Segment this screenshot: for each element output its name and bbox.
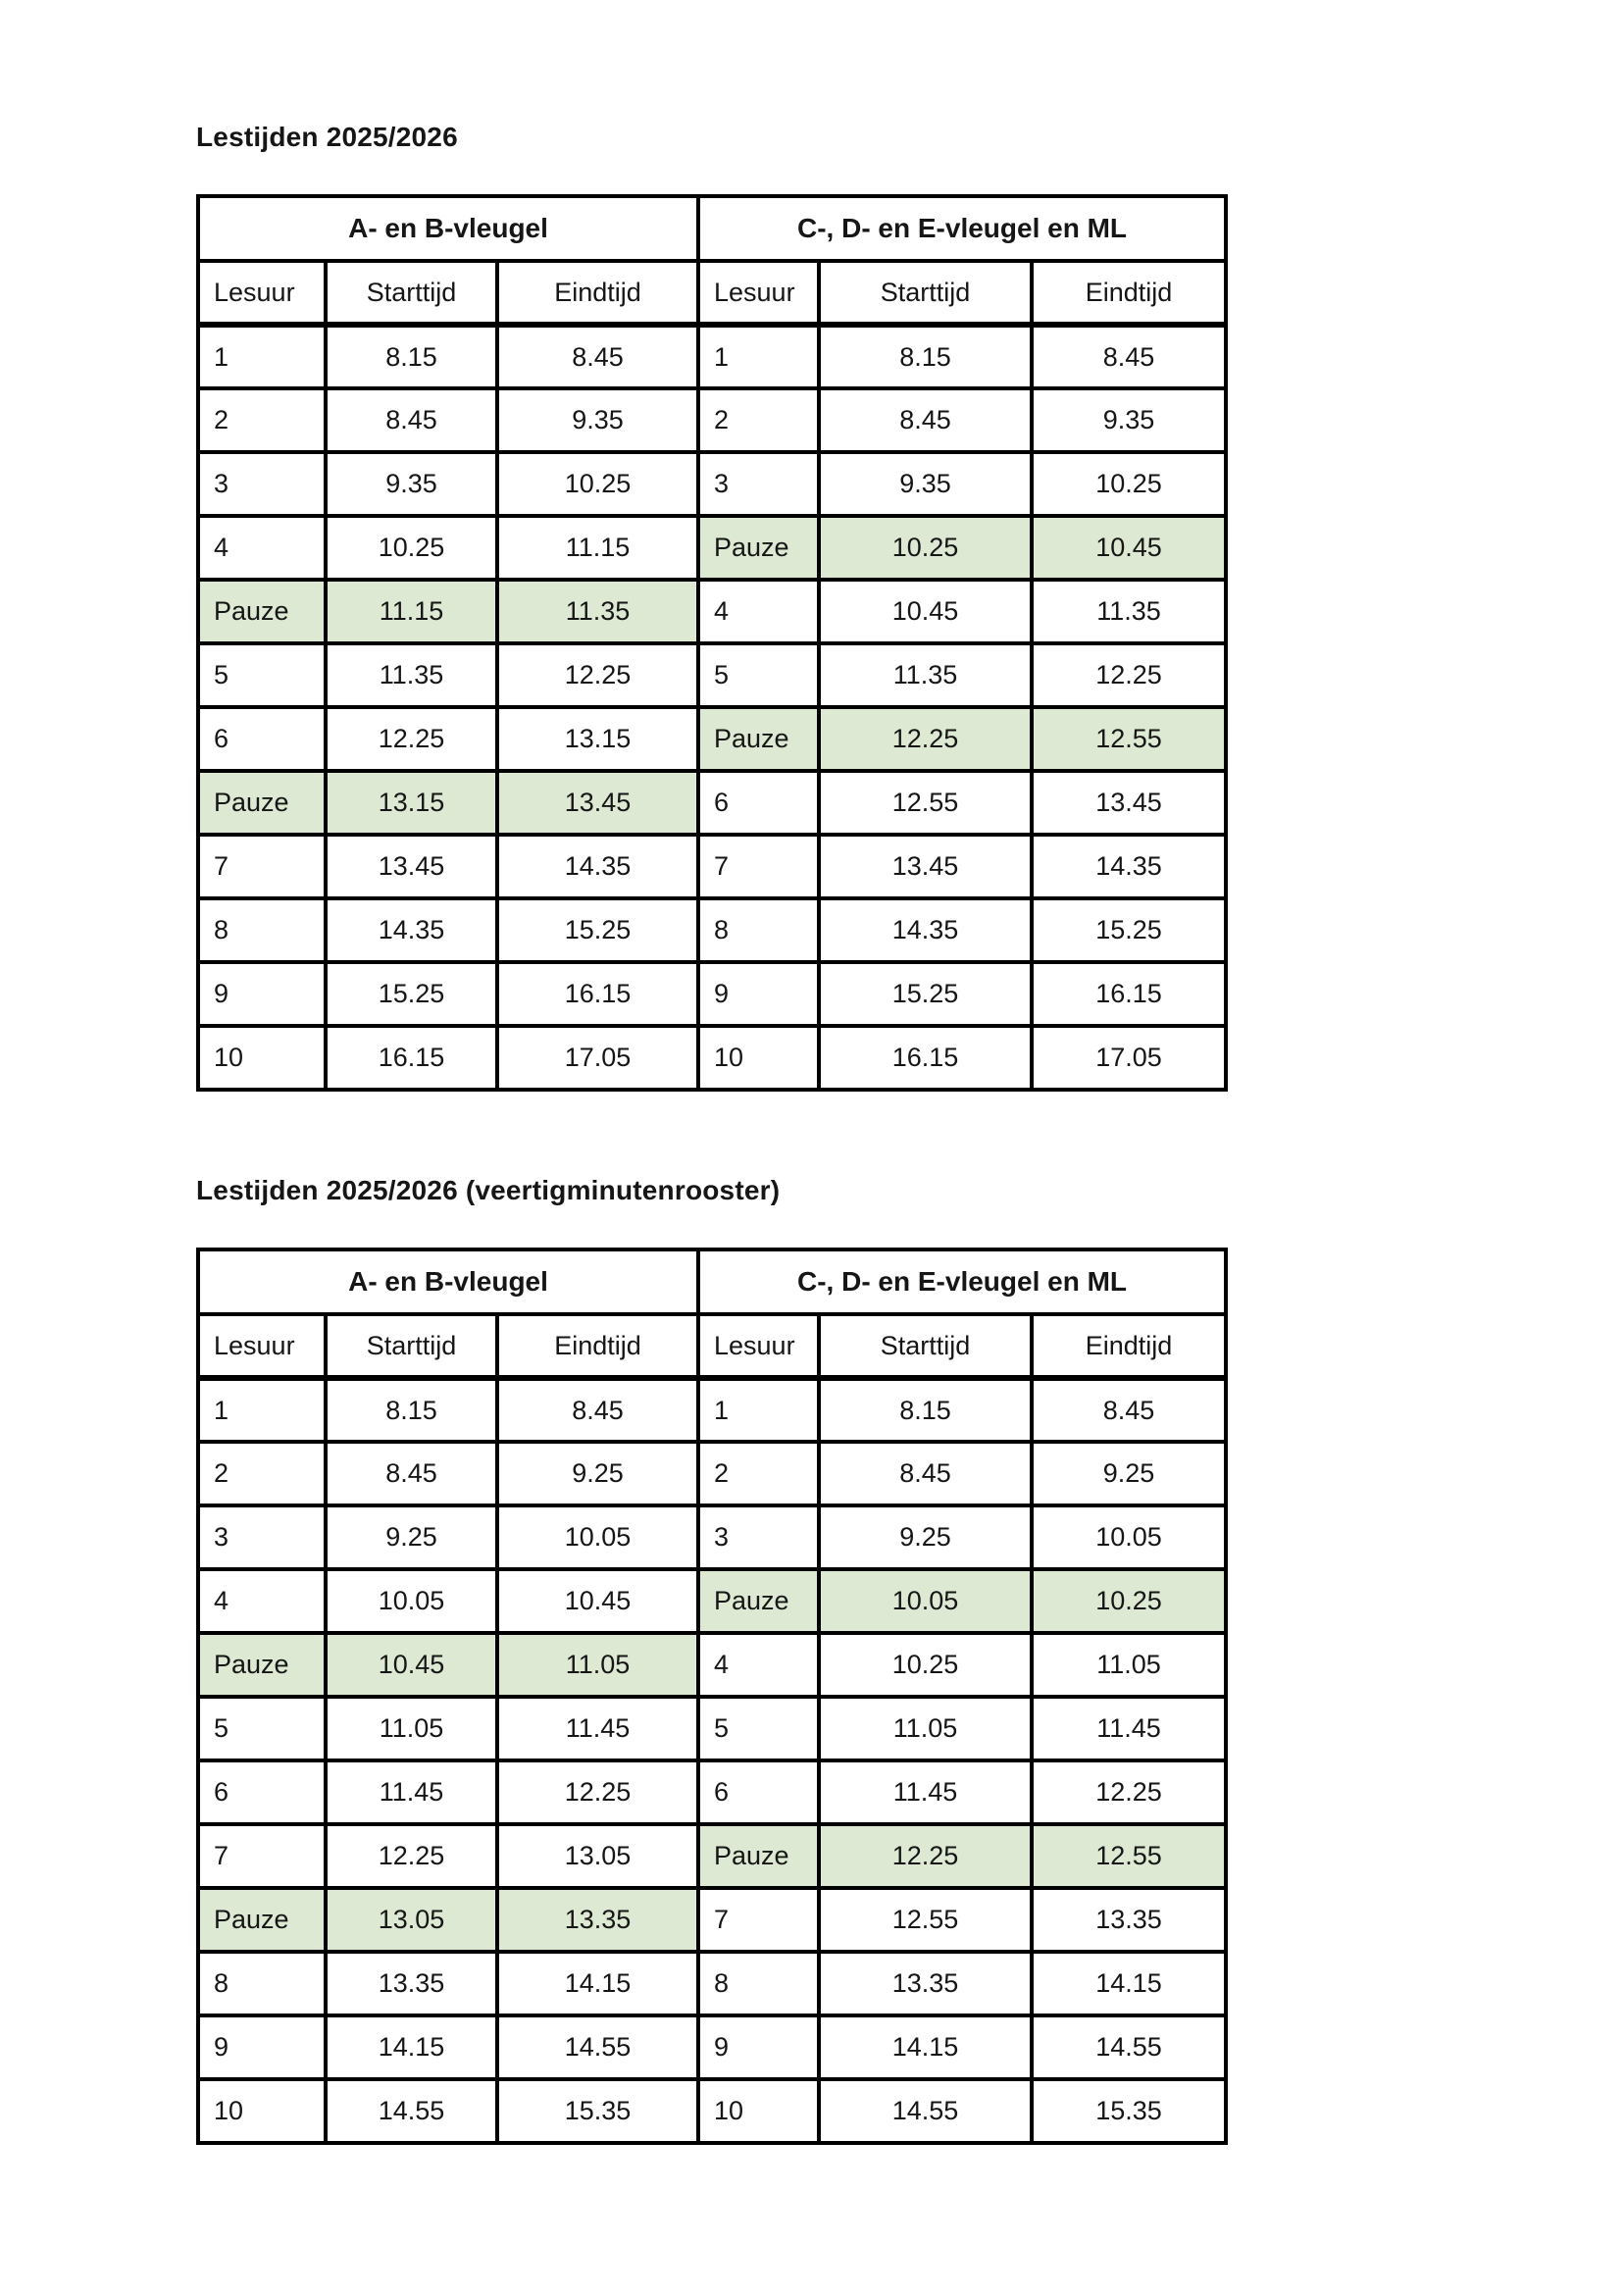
starttijd-cell-pauze: 13.15 bbox=[326, 771, 497, 835]
eindtijd-cell: 14.15 bbox=[1032, 1952, 1226, 2015]
column-header-starttijd: Starttijd bbox=[326, 261, 497, 325]
starttijd-cell: 14.15 bbox=[326, 2015, 497, 2079]
starttijd-cell: 9.35 bbox=[326, 452, 497, 516]
lesuur-cell: 10 bbox=[198, 1026, 326, 1090]
table-row bbox=[198, 452, 1226, 516]
eindtijd-cell: 10.25 bbox=[1032, 452, 1226, 516]
starttijd-cell: 8.45 bbox=[326, 1442, 497, 1505]
table-row bbox=[198, 707, 1226, 771]
lesuur-cell: 2 bbox=[698, 1442, 819, 1505]
lesuur-cell-pauze: Pauze bbox=[198, 771, 326, 835]
lesuur-cell: 5 bbox=[198, 1697, 326, 1760]
lesuur-cell-pauze: Pauze bbox=[198, 1888, 326, 1952]
schedule-title-regular: Lestijden 2025/2026 bbox=[196, 122, 458, 152]
starttijd-cell: 11.45 bbox=[819, 1760, 1032, 1824]
lesuur-cell: 4 bbox=[698, 1633, 819, 1697]
lesuur-cell: 5 bbox=[698, 1697, 819, 1760]
starttijd-cell: 14.15 bbox=[819, 2015, 1032, 2079]
lesuur-cell: 4 bbox=[198, 516, 326, 580]
lesuur-cell: 7 bbox=[698, 835, 819, 898]
column-header-eindtijd: Eindtijd bbox=[1032, 1314, 1226, 1378]
column-header-row bbox=[198, 261, 1226, 325]
lesuur-cell: 2 bbox=[198, 388, 326, 452]
eindtijd-cell-pauze: 12.55 bbox=[1032, 1824, 1226, 1888]
column-header-lesuur: Lesuur bbox=[698, 261, 819, 325]
eindtijd-cell: 13.35 bbox=[1032, 1888, 1226, 1952]
schedule-table-body bbox=[198, 1378, 1226, 2143]
lesuur-cell: 9 bbox=[198, 962, 326, 1026]
starttijd-cell-pauze: 10.25 bbox=[819, 516, 1032, 580]
table-row bbox=[198, 388, 1226, 452]
starttijd-cell: 11.35 bbox=[326, 643, 497, 707]
eindtijd-cell: 11.45 bbox=[1032, 1697, 1226, 1760]
column-header-starttijd: Starttijd bbox=[819, 1314, 1032, 1378]
eindtijd-cell: 13.45 bbox=[1032, 771, 1226, 835]
starttijd-cell: 15.25 bbox=[819, 962, 1032, 1026]
starttijd-cell: 15.25 bbox=[326, 962, 497, 1026]
eindtijd-cell: 11.15 bbox=[497, 516, 698, 580]
wing-header-cde-ml: C-, D- en E-vleugel en ML bbox=[698, 196, 1226, 261]
lesuur-cell: 8 bbox=[698, 1952, 819, 2015]
eindtijd-cell: 9.25 bbox=[1032, 1442, 1226, 1505]
eindtijd-cell: 16.15 bbox=[1032, 962, 1226, 1026]
starttijd-cell: 12.55 bbox=[819, 771, 1032, 835]
eindtijd-cell: 9.25 bbox=[497, 1442, 698, 1505]
wing-header-ab: A- en B-vleugel bbox=[198, 196, 698, 261]
table-row bbox=[198, 1952, 1226, 2015]
starttijd-cell-pauze: 10.45 bbox=[326, 1633, 497, 1697]
eindtijd-cell: 8.45 bbox=[497, 1378, 698, 1442]
eindtijd-cell: 13.05 bbox=[497, 1824, 698, 1888]
schedule-table-forty-minute bbox=[196, 1248, 1228, 2145]
lesuur-cell: 3 bbox=[198, 1505, 326, 1569]
lesuur-cell: 3 bbox=[198, 452, 326, 516]
table-row bbox=[198, 1569, 1226, 1633]
lesuur-cell: 6 bbox=[198, 1760, 326, 1824]
eindtijd-cell: 15.25 bbox=[497, 898, 698, 962]
lesuur-cell: 9 bbox=[698, 2015, 819, 2079]
starttijd-cell-pauze: 13.05 bbox=[326, 1888, 497, 1952]
starttijd-cell: 11.35 bbox=[819, 643, 1032, 707]
column-header-lesuur: Lesuur bbox=[198, 1314, 326, 1378]
eindtijd-cell: 10.25 bbox=[497, 452, 698, 516]
eindtijd-cell-pauze: 13.45 bbox=[497, 771, 698, 835]
eindtijd-cell: 13.15 bbox=[497, 707, 698, 771]
eindtijd-cell: 12.25 bbox=[1032, 1760, 1226, 1824]
starttijd-cell: 10.25 bbox=[326, 516, 497, 580]
lesuur-cell: 5 bbox=[198, 643, 326, 707]
table-row bbox=[198, 962, 1226, 1026]
lesuur-cell: 1 bbox=[198, 325, 326, 388]
starttijd-cell: 8.45 bbox=[819, 388, 1032, 452]
eindtijd-cell: 10.05 bbox=[497, 1505, 698, 1569]
eindtijd-cell: 14.35 bbox=[1032, 835, 1226, 898]
table-row bbox=[198, 580, 1226, 643]
eindtijd-cell: 15.35 bbox=[1032, 2079, 1226, 2143]
column-header-eindtijd: Eindtijd bbox=[497, 261, 698, 325]
starttijd-cell-pauze: 10.05 bbox=[819, 1569, 1032, 1633]
eindtijd-cell-pauze: 11.35 bbox=[497, 580, 698, 643]
eindtijd-cell: 11.45 bbox=[497, 1697, 698, 1760]
eindtijd-cell: 15.35 bbox=[497, 2079, 698, 2143]
table-row bbox=[198, 1633, 1226, 1697]
starttijd-cell: 13.35 bbox=[819, 1952, 1032, 2015]
column-header-starttijd: Starttijd bbox=[819, 261, 1032, 325]
table-row bbox=[198, 2079, 1226, 2143]
eindtijd-cell: 14.15 bbox=[497, 1952, 698, 2015]
wing-header-cde-ml: C-, D- en E-vleugel en ML bbox=[698, 1249, 1226, 1314]
starttijd-cell: 14.35 bbox=[326, 898, 497, 962]
lesuur-cell: 7 bbox=[198, 835, 326, 898]
starttijd-cell: 10.25 bbox=[819, 1633, 1032, 1697]
lesuur-cell: 2 bbox=[198, 1442, 326, 1505]
starttijd-cell: 11.05 bbox=[819, 1697, 1032, 1760]
schedule-title-forty-minute: Lestijden 2025/2026 (veertigminutenrooster) bbox=[196, 1175, 781, 1205]
starttijd-cell-pauze: 11.15 bbox=[326, 580, 497, 643]
lesuur-cell: 1 bbox=[698, 325, 819, 388]
table-row bbox=[198, 835, 1226, 898]
starttijd-cell: 13.35 bbox=[326, 1952, 497, 2015]
eindtijd-cell: 12.25 bbox=[1032, 643, 1226, 707]
lesuur-cell: 8 bbox=[198, 1952, 326, 2015]
eindtijd-cell: 10.05 bbox=[1032, 1505, 1226, 1569]
table-row bbox=[198, 516, 1226, 580]
lesuur-cell: 9 bbox=[198, 2015, 326, 2079]
table-row bbox=[198, 643, 1226, 707]
lesuur-cell-pauze: Pauze bbox=[198, 1633, 326, 1697]
starttijd-cell: 10.45 bbox=[819, 580, 1032, 643]
starttijd-cell: 8.15 bbox=[326, 325, 497, 388]
eindtijd-cell: 8.45 bbox=[497, 325, 698, 388]
lesuur-cell: 3 bbox=[698, 452, 819, 516]
table-row bbox=[198, 898, 1226, 962]
eindtijd-cell: 12.25 bbox=[497, 1760, 698, 1824]
eindtijd-cell: 9.35 bbox=[1032, 388, 1226, 452]
table-row bbox=[198, 1378, 1226, 1442]
schedule-section-regular bbox=[196, 121, 1624, 1092]
starttijd-cell: 14.55 bbox=[819, 2079, 1032, 2143]
schedule-section-forty-minute bbox=[196, 1174, 1624, 2145]
starttijd-cell: 9.25 bbox=[326, 1505, 497, 1569]
lesuur-cell: 8 bbox=[698, 898, 819, 962]
eindtijd-cell: 11.35 bbox=[1032, 580, 1226, 643]
table-row bbox=[198, 1026, 1226, 1090]
wing-header-row bbox=[198, 1249, 1226, 1314]
lesuur-cell: 1 bbox=[698, 1378, 819, 1442]
lesuur-cell-pauze: Pauze bbox=[198, 580, 326, 643]
starttijd-cell: 8.15 bbox=[819, 325, 1032, 388]
starttijd-cell: 11.45 bbox=[326, 1760, 497, 1824]
schedule-table-regular bbox=[196, 194, 1228, 1092]
starttijd-cell: 9.35 bbox=[819, 452, 1032, 516]
lesuur-cell: 8 bbox=[198, 898, 326, 962]
starttijd-cell: 11.05 bbox=[326, 1697, 497, 1760]
table-row bbox=[198, 771, 1226, 835]
starttijd-cell-pauze: 12.25 bbox=[819, 1824, 1032, 1888]
column-header-row bbox=[198, 1314, 1226, 1378]
table-row bbox=[198, 1824, 1226, 1888]
lesuur-cell: 1 bbox=[198, 1378, 326, 1442]
eindtijd-cell: 17.05 bbox=[497, 1026, 698, 1090]
starttijd-cell: 14.55 bbox=[326, 2079, 497, 2143]
table-row bbox=[198, 325, 1226, 388]
lesuur-cell: 5 bbox=[698, 643, 819, 707]
column-header-eindtijd: Eindtijd bbox=[1032, 261, 1226, 325]
starttijd-cell: 12.25 bbox=[326, 1824, 497, 1888]
eindtijd-cell: 8.45 bbox=[1032, 325, 1226, 388]
wing-header-ab: A- en B-vleugel bbox=[198, 1249, 698, 1314]
column-header-lesuur: Lesuur bbox=[198, 261, 326, 325]
starttijd-cell: 8.45 bbox=[326, 388, 497, 452]
starttijd-cell: 14.35 bbox=[819, 898, 1032, 962]
lesuur-cell: 6 bbox=[698, 771, 819, 835]
eindtijd-cell: 14.35 bbox=[497, 835, 698, 898]
starttijd-cell: 9.25 bbox=[819, 1505, 1032, 1569]
starttijd-cell: 16.15 bbox=[326, 1026, 497, 1090]
eindtijd-cell: 10.45 bbox=[497, 1569, 698, 1633]
table-row bbox=[198, 2015, 1226, 2079]
eindtijd-cell: 17.05 bbox=[1032, 1026, 1226, 1090]
eindtijd-cell-pauze: 13.35 bbox=[497, 1888, 698, 1952]
eindtijd-cell: 11.05 bbox=[1032, 1633, 1226, 1697]
starttijd-cell: 13.45 bbox=[819, 835, 1032, 898]
lesuur-cell-pauze: Pauze bbox=[698, 1569, 819, 1633]
eindtijd-cell: 12.25 bbox=[497, 643, 698, 707]
lesuur-cell-pauze: Pauze bbox=[698, 707, 819, 771]
wing-header-row bbox=[198, 196, 1226, 261]
starttijd-cell: 16.15 bbox=[819, 1026, 1032, 1090]
eindtijd-cell: 9.35 bbox=[497, 388, 698, 452]
starttijd-cell: 13.45 bbox=[326, 835, 497, 898]
lesuur-cell: 7 bbox=[198, 1824, 326, 1888]
lesuur-cell: 9 bbox=[698, 962, 819, 1026]
starttijd-cell: 12.25 bbox=[326, 707, 497, 771]
starttijd-cell: 10.05 bbox=[326, 1569, 497, 1633]
lesuur-cell-pauze: Pauze bbox=[698, 516, 819, 580]
eindtijd-cell-pauze: 10.45 bbox=[1032, 516, 1226, 580]
table-row bbox=[198, 1442, 1226, 1505]
eindtijd-cell-pauze: 11.05 bbox=[497, 1633, 698, 1697]
column-header-starttijd: Starttijd bbox=[326, 1314, 497, 1378]
lesuur-cell: 10 bbox=[698, 2079, 819, 2143]
lesuur-cell-pauze: Pauze bbox=[698, 1824, 819, 1888]
table-row bbox=[198, 1697, 1226, 1760]
lesuur-cell: 6 bbox=[698, 1760, 819, 1824]
starttijd-cell: 8.45 bbox=[819, 1442, 1032, 1505]
eindtijd-cell-pauze: 12.55 bbox=[1032, 707, 1226, 771]
column-header-lesuur: Lesuur bbox=[698, 1314, 819, 1378]
lesuur-cell: 3 bbox=[698, 1505, 819, 1569]
lesuur-cell: 10 bbox=[698, 1026, 819, 1090]
lesuur-cell: 4 bbox=[698, 580, 819, 643]
table-row bbox=[198, 1505, 1226, 1569]
eindtijd-cell: 8.45 bbox=[1032, 1378, 1226, 1442]
eindtijd-cell: 15.25 bbox=[1032, 898, 1226, 962]
starttijd-cell: 8.15 bbox=[326, 1378, 497, 1442]
eindtijd-cell: 14.55 bbox=[1032, 2015, 1226, 2079]
lesuur-cell: 10 bbox=[198, 2079, 326, 2143]
lesuur-cell: 7 bbox=[698, 1888, 819, 1952]
table-row bbox=[198, 1888, 1226, 1952]
lesuur-cell: 2 bbox=[698, 388, 819, 452]
column-header-eindtijd: Eindtijd bbox=[497, 1314, 698, 1378]
eindtijd-cell-pauze: 10.25 bbox=[1032, 1569, 1226, 1633]
starttijd-cell-pauze: 12.25 bbox=[819, 707, 1032, 771]
eindtijd-cell: 16.15 bbox=[497, 962, 698, 1026]
starttijd-cell: 12.55 bbox=[819, 1888, 1032, 1952]
starttijd-cell: 8.15 bbox=[819, 1378, 1032, 1442]
schedule-table-body bbox=[198, 325, 1226, 1090]
eindtijd-cell: 14.55 bbox=[497, 2015, 698, 2079]
lesuur-cell: 4 bbox=[198, 1569, 326, 1633]
lesuur-cell: 6 bbox=[198, 707, 326, 771]
table-row bbox=[198, 1760, 1226, 1824]
